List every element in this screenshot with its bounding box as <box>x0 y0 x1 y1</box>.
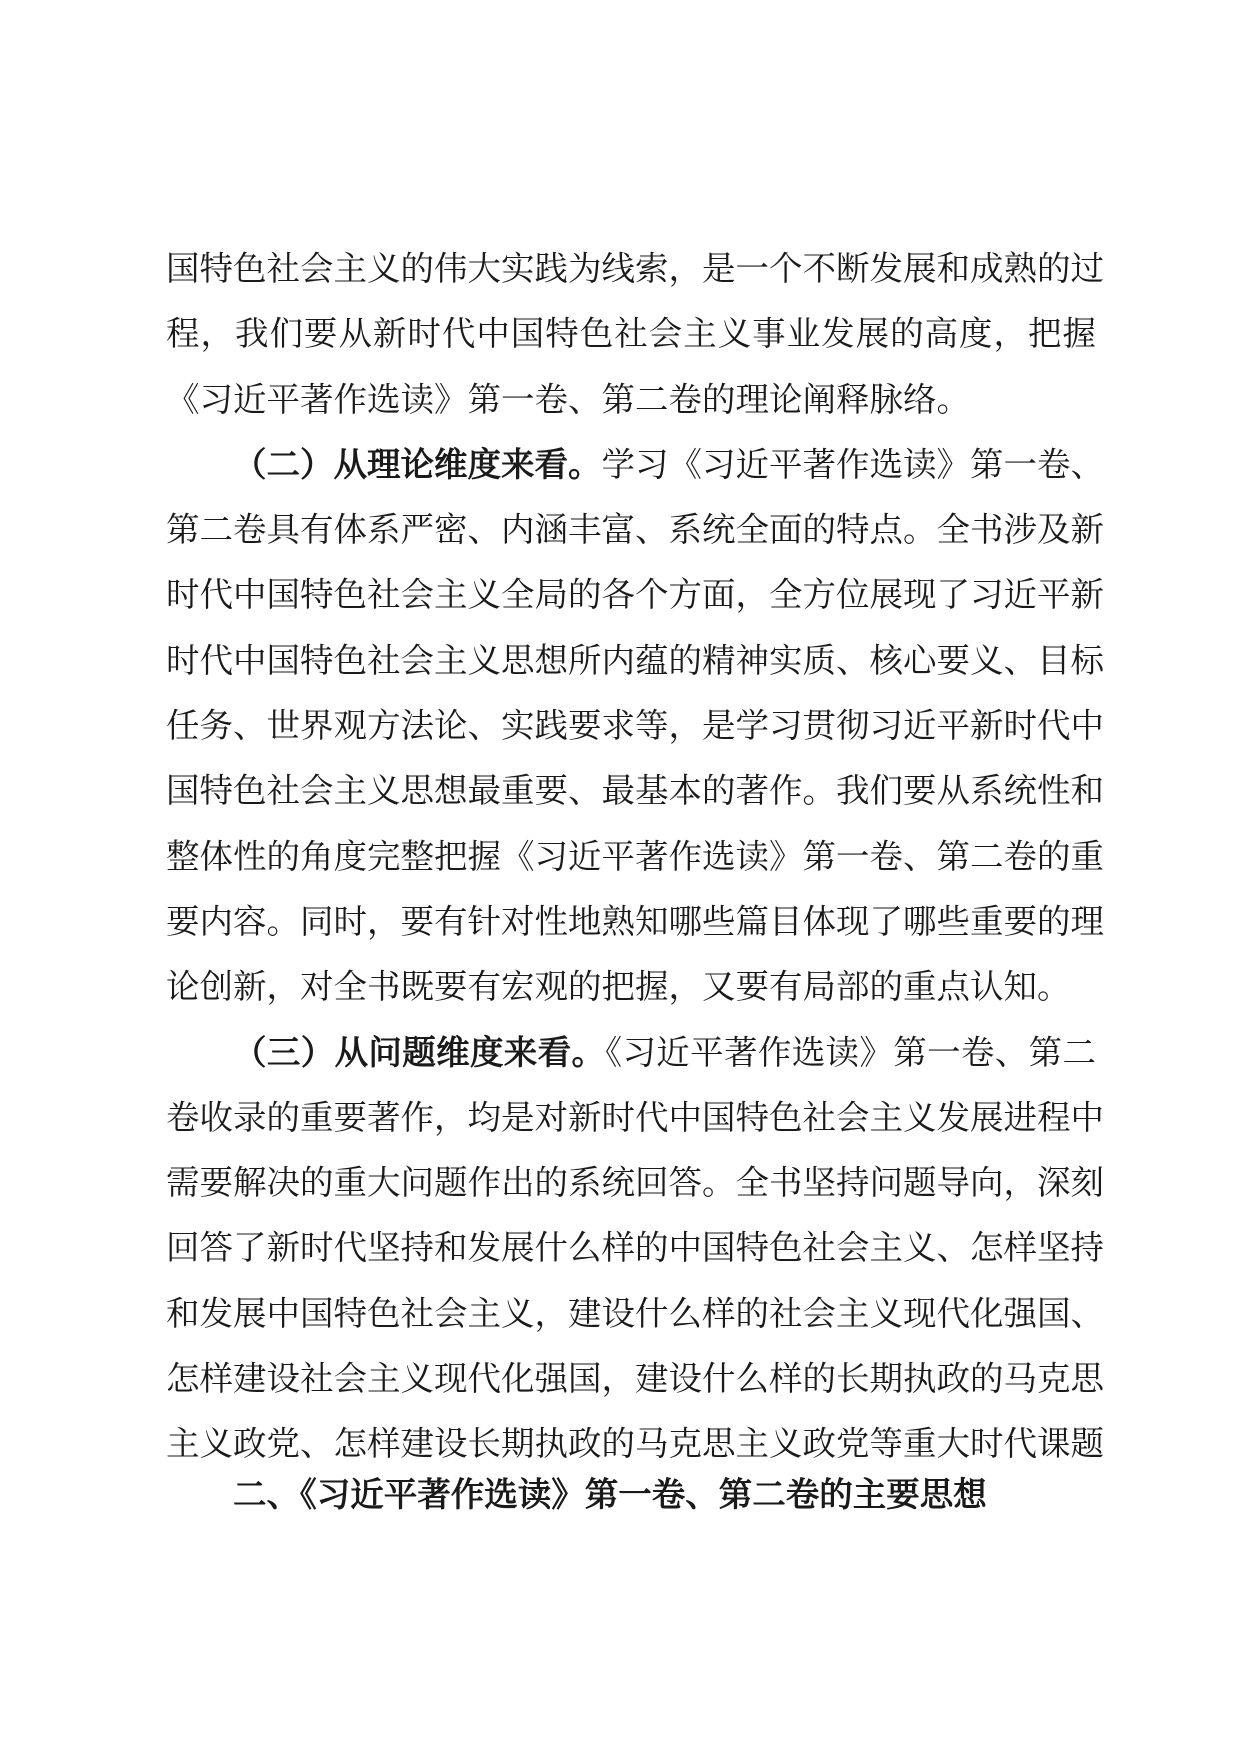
section-heading: 二、《习近平著作选读》第一卷、第二卷的主要思想 <box>233 1475 987 1514</box>
subsection-line-problem <box>166 1020 1096 1085</box>
subsection-text: 《习近平著作选读》第一卷、第二 <box>605 1032 1097 1072</box>
text-line: 要内容。同时，要有针对性地熟知哪些篇目体现了哪些重要的理 <box>166 901 1104 941</box>
text-line: 论创新，对全书既要有宏观的把握，又要有局部的重点认知。 <box>166 967 1071 1007</box>
text-line: 《习近平著作选读》第一卷、第二卷的理论阐释脉络。 <box>166 379 970 419</box>
text-line: 怎样建设社会主义现代化强国，建设什么样的长期执政的马克思 <box>166 1359 1104 1399</box>
subsection-text: 学习《习近平著作选读》第一卷、 <box>601 444 1104 484</box>
text-line: 主义政党、怎样建设长期执政的马克思主义政党等重大时代课题 <box>166 1424 1104 1464</box>
text-line: 时代中国特色社会主义全局的各个方面，全方位展现了习近平新 <box>166 575 1104 615</box>
subsection-line-theory <box>166 432 1104 497</box>
text-line: 整体性的角度完整把握《习近平著作选读》第一卷、第二卷的重 <box>166 836 1104 876</box>
text-line: 任务、世界观方法论、实践要求等，是学习贯彻习近平新时代中 <box>166 706 1104 746</box>
text-line: 回答了新时代坚持和发展什么样的中国特色社会主义、怎样坚持 <box>166 1228 1104 1268</box>
text-line: 第二卷具有体系严密、内涵丰富、系统全面的特点。全书涉及新 <box>166 510 1104 550</box>
text-line: 和发展中国特色社会主义，建设什么样的社会主义现代化强国、 <box>166 1293 1104 1333</box>
subsection-heading-problem: （三）从问题维度来看。 <box>233 1032 606 1072</box>
text-line: 需要解决的重大问题作出的系统回答。全书坚持问题导向，深刻 <box>166 1163 1104 1203</box>
text-line: 国特色社会主义的伟大实践为线索，是一个不断发展和成熟的过 <box>166 249 1104 288</box>
text-line: 卷收录的重要著作，均是对新时代中国特色社会主义发展进程中 <box>166 1097 1104 1137</box>
subsection-heading-theory: （二）从理论维度来看。 <box>233 444 602 484</box>
body-text <box>166 236 1104 1477</box>
text-line: 程，我们要从新时代中国特色社会主义事业发展的高度，把握 <box>166 314 1096 354</box>
text-line: 国特色社会主义思想最重要、最基本的著作。我们要从系统性和 <box>166 771 1104 811</box>
text-line: 时代中国特色社会主义思想所内蕴的精神实质、核心要义、目标 <box>166 640 1104 680</box>
